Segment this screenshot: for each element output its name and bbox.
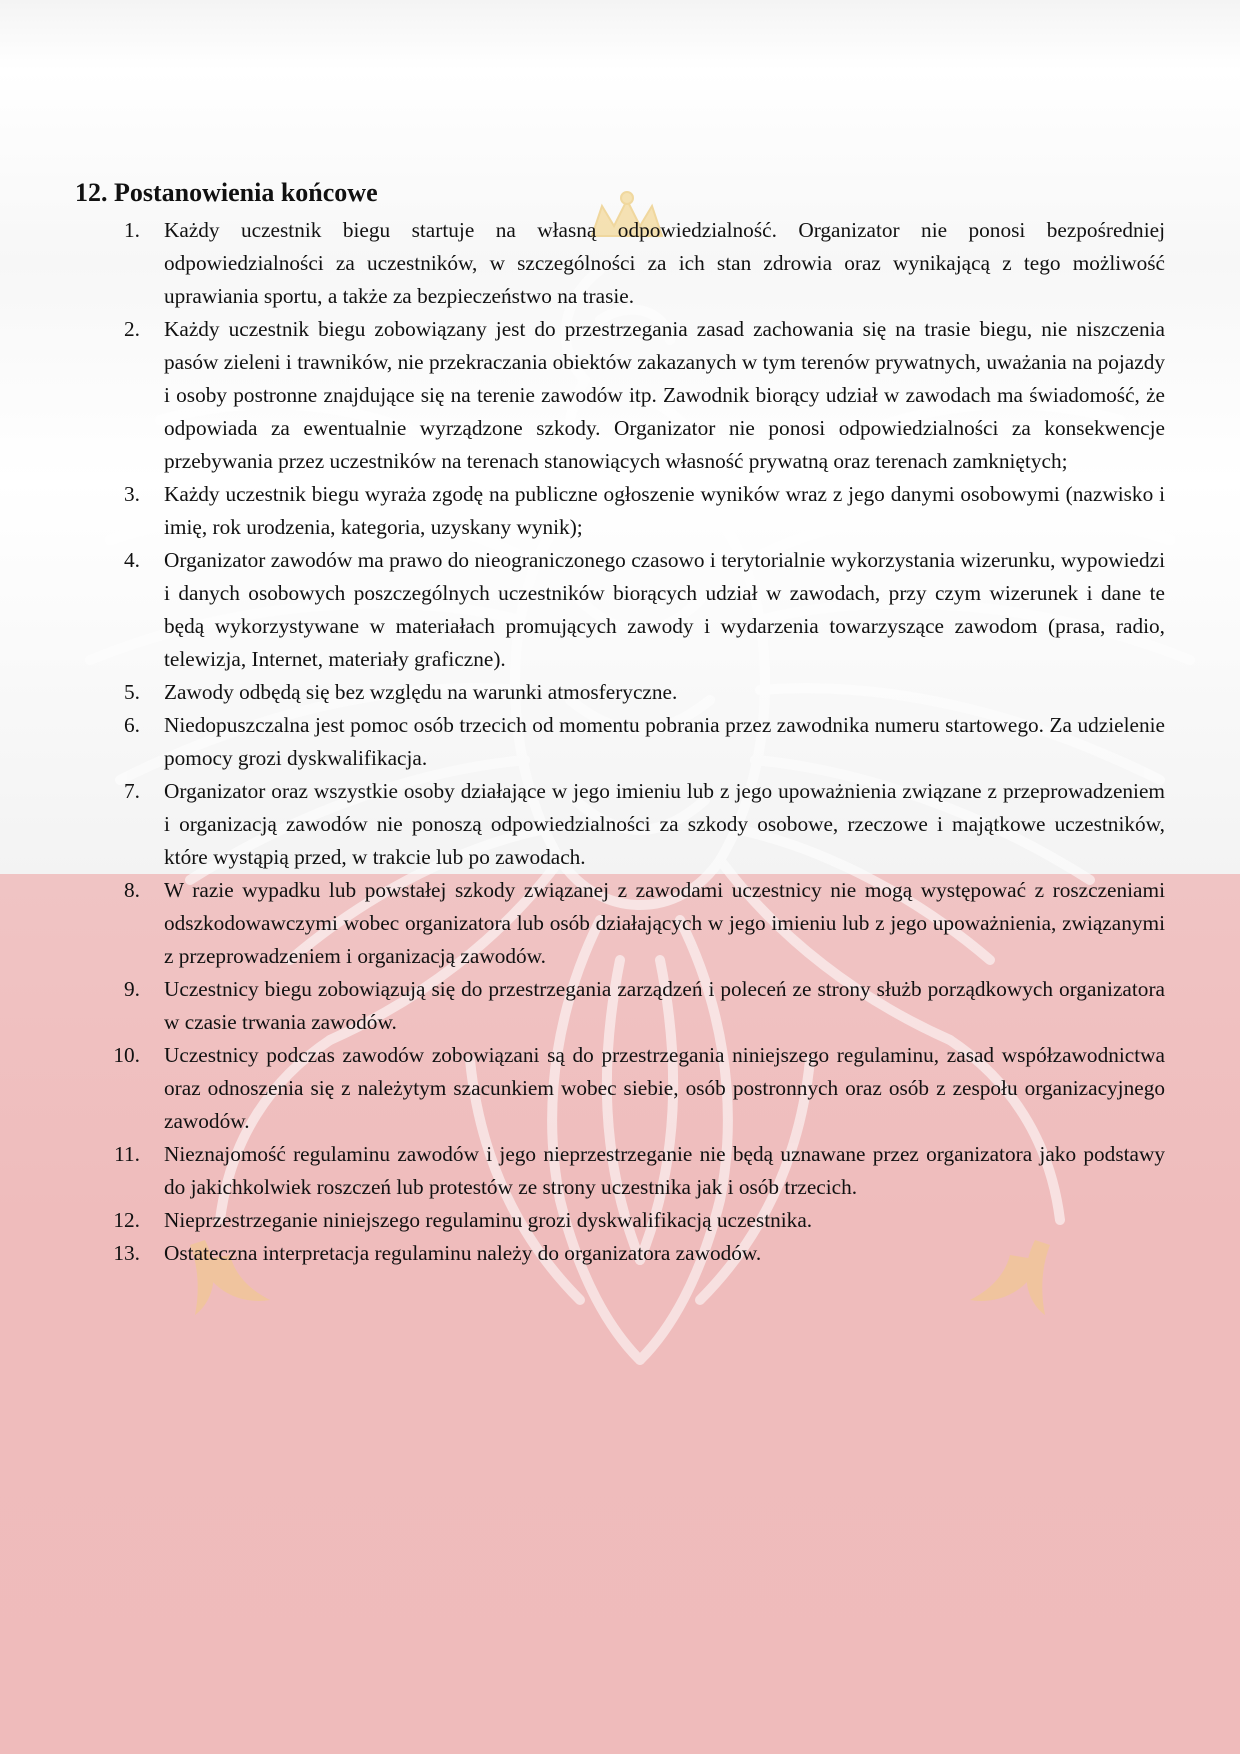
- list-item-number: 8.: [124, 878, 140, 902]
- list-item: [75, 1237, 1165, 1270]
- list-item-number: 7.: [124, 779, 140, 803]
- list-item: [75, 874, 1165, 973]
- list-item: [75, 1138, 1165, 1204]
- list-item: [75, 973, 1165, 1039]
- list-item-number: 9.: [124, 977, 140, 1001]
- list-item: [75, 1039, 1165, 1138]
- list-item-text: Organizator oraz wszystkie osoby działające w jego imieniu lub z jego upoważnienia związane z przeprowadzeniem i organizacją zawodów nie ponoszą odpowiedzialności za szkody osobowe, rzeczowe i majątkowe uczestników, które wystąpią przed, w trakcie lub po zawodach.: [164, 779, 1165, 869]
- list-item-number: 1.: [124, 218, 140, 242]
- list-item: [75, 313, 1165, 478]
- list-item-number: 6.: [124, 713, 140, 737]
- list-item-text: Uczestnicy podczas zawodów zobowiązani są do przestrzegania niniejszego regulaminu, zasad współzawodnictwa oraz odnoszenia się z należytym szacunkiem wobec siebie, osób postronnych oraz osób z zespołu organizacyjnego zawodów.: [164, 1043, 1165, 1133]
- list-item-number: 3.: [124, 482, 140, 506]
- list-item-text: W razie wypadku lub powstałej szkody związanej z zawodami uczestnicy nie mogą występować z roszczeniami odszkodowawczymi wobec organizatora lub osób działających w jego imieniu lub z jego upoważnienia, związanymi z przeprowadzeniem i organizacją zawodów.: [164, 878, 1165, 968]
- list-item-text: Uczestnicy biegu zobowiązują się do przestrzegania zarządzeń i poleceń ze strony służb porządkowych organizatora w czasie trwania zawodów.: [164, 977, 1165, 1034]
- list-item-number: 5.: [124, 680, 140, 704]
- list-item: [75, 775, 1165, 874]
- list-item-text: Niedopuszczalna jest pomoc osób trzecich od momentu pobrania przez zawodnika numeru startowego. Za udzielenie pomocy grozi dyskwalifikacja.: [164, 713, 1165, 770]
- list-item: [75, 1204, 1165, 1237]
- list-item-number: 11.: [114, 1142, 140, 1166]
- section-title: 12. Postanowienia końcowe: [75, 178, 378, 207]
- list-item-text: Nieznajomość regulaminu zawodów i jego nieprzestrzeganie nie będą uznawane przez organizatora jako podstawy do jakichkolwiek roszczeń lub protestów ze strony uczestnika jak i osób trzecich.: [164, 1142, 1165, 1199]
- list-item-text: Zawody odbędą się bez względu na warunki atmosferyczne.: [164, 680, 678, 704]
- list-item-number: 2.: [124, 317, 140, 341]
- list-item-number: 13.: [113, 1241, 140, 1265]
- list-item: [75, 544, 1165, 676]
- list-item-number: 4.: [124, 548, 140, 572]
- list-item: [75, 478, 1165, 544]
- list-item-text: Organizator zawodów ma prawo do nieograniczonego czasowo i terytorialnie wykorzystania wizerunku, wypowiedzi i danych osobowych poszczególnych uczestników biorących udział w zawodach, przy czym wizerunek i dane te będą wykorzystywane w materiałach promujących zawody i wydarzenia towarzyszące zawodom (prasa, radio, telewizja, Internet, materiały graficzne).: [164, 548, 1165, 671]
- list-item-text: Ostateczna interpretacja regulaminu należy do organizatora zawodów.: [164, 1241, 762, 1265]
- document-content: [75, 176, 1165, 1270]
- list-item-text: Każdy uczestnik biegu zobowiązany jest do przestrzegania zasad zachowania się na trasie biegu, nie niszczenia pasów zieleni i trawników, nie przekraczania obiektów zakazanych w tym terenów prywatnych, uważania na pojazdy i osoby postronne znajdujące się na terenie zawodów itp. Zawodnik biorący udział w zawodach ma świadomość, że odpowiada za ewentualnie wyrządzone szkody. Organizator nie ponosi odpowiedzialności za konsekwencje przebywania przez uczestników na terenach stanowiących własność prywatną oraz terenach zamkniętych;: [164, 317, 1165, 473]
- list-item: [75, 676, 1165, 709]
- list-item: [75, 709, 1165, 775]
- list-item-text: Każdy uczestnik biegu wyraża zgodę na publiczne ogłoszenie wyników wraz z jego danymi osobowymi (nazwisko i imię, rok urodzenia, kategoria, uzyskany wynik);: [164, 482, 1165, 539]
- list-item-number: 12.: [113, 1208, 140, 1232]
- list-item: [75, 214, 1165, 313]
- rules-list: [75, 214, 1165, 1270]
- list-item-number: 10.: [113, 1043, 140, 1067]
- list-item-text: Nieprzestrzeganie niniejszego regulaminu grozi dyskwalifikacją uczestnika.: [164, 1208, 813, 1232]
- list-item-text: Każdy uczestnik biegu startuje na własną odpowiedzialność. Organizator nie ponosi bezpośredniej odpowiedzialności za uczestników, w szczególności za ich stan zdrowia oraz wynikającą z tego możliwość uprawiania sportu, a także za bezpieczeństwo na trasie.: [164, 218, 1165, 308]
